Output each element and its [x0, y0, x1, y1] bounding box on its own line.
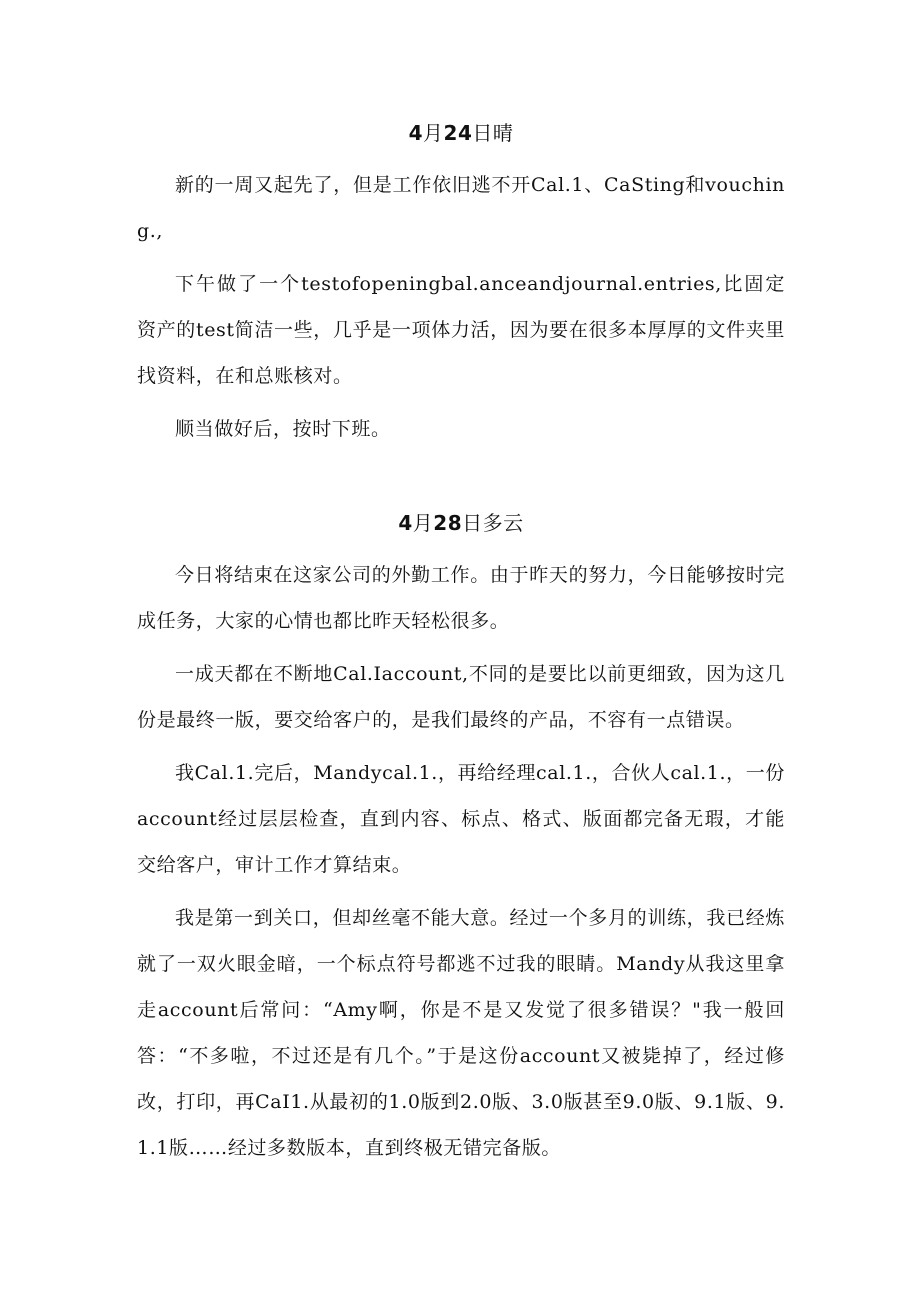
paragraph: 今日将结束在这家公司的外勤工作。由于昨天的努力，今日能够按时完成任务，大家的心情也都比昨天轻松很多。 — [137, 564, 785, 632]
diary-entry-apr-28 — [137, 508, 785, 1178]
paragraph: 我是第一到关口，但却丝毫不能大意。经过一个多月的训练，我已经炼就了一双火眼金暗，一个标点符号都逃不过我的眼睛。Mandy从我这里拿走account后常问：“Amy啊，你是不是又发觉了很多错误？"我一般回答：“不多啦，不过还是有几个。”于是这份account又被毙掉了，经过修改，打印，再CaI1.从最初的1.0版到2.0版、3.0版甚至9.0版、9.1版、9.1.1版……经过多数版本，直到终极无错完备版。 — [137, 907, 785, 1159]
date-weather: 日多云 — [462, 511, 524, 535]
date-month: 4 — [398, 511, 413, 535]
date-day: 24 — [443, 121, 473, 145]
date-month-char: 月 — [423, 121, 444, 145]
paragraph: 下午做了一个testofopeningbal.anceandjournal.entries,比固定资产的test简洁一些，几乎是一项体力活，因为要在很多本厚厚的文件夹里找资料，在和总账核对。 — [137, 273, 785, 387]
paragraph: 我Cal.1.完后，Mandycal.1.，再给经理cal.1.，合伙人cal.1.，一份account经过层层检查，直到内容、标点、格式、版面都完备无瑕，才能交给客户，审计工作才算结束。 — [137, 762, 785, 876]
diary-entry-apr-24 — [137, 118, 785, 459]
paragraph: 新的一周又起先了，但是工作依旧逃不开Cal.1、CaSting和vouching., — [137, 174, 785, 242]
date-day: 28 — [433, 511, 463, 535]
paragraph: 一成天都在不断地Cal.Iaccount,不同的是要比以前更细致，因为这几份是最终一版，要交给客户的，是我们最终的产品，不容有一点错误。 — [137, 663, 785, 731]
entry-date-heading — [137, 118, 785, 148]
date-month-char: 月 — [412, 511, 434, 535]
date-month: 4 — [408, 121, 424, 145]
date-weather: 日晴 — [472, 121, 514, 145]
paragraph: 顺当做好后，按时下班。 — [175, 418, 391, 440]
entry-date-heading — [137, 508, 785, 538]
